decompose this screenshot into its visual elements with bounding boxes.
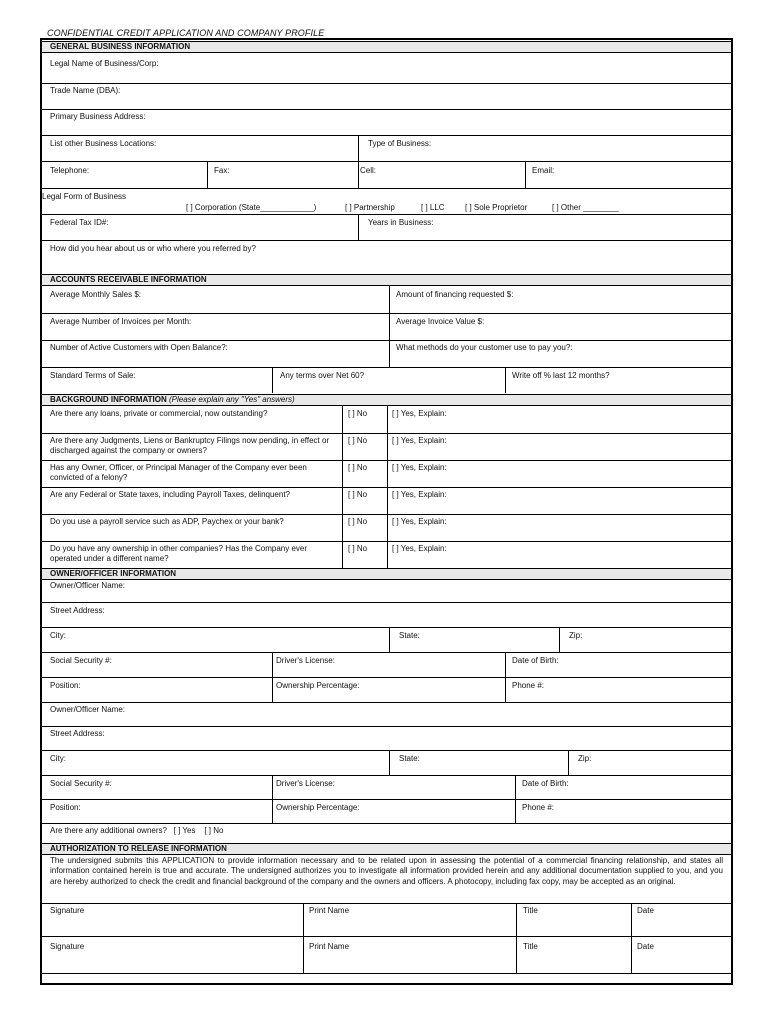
additional-owners-no-checkbox[interactable]: [ ] No xyxy=(204,826,224,835)
background-header-title: BACKGROUND INFORMATION xyxy=(50,395,167,404)
background-header-note: (Please explain any "Yes" answers) xyxy=(168,395,295,404)
divider xyxy=(42,487,731,488)
avg-invoices-label: Average Number of Invoices per Month: xyxy=(50,317,192,326)
phone-label: Phone #: xyxy=(512,681,545,690)
yes-checkbox[interactable]: [ ] Yes, Explain: xyxy=(392,463,447,472)
divider xyxy=(516,903,517,973)
zip-label: Zip: xyxy=(569,631,583,640)
divider xyxy=(505,367,506,393)
title-label: Title xyxy=(523,906,538,915)
active-customers-label: Number of Active Customers with Open Balance?: xyxy=(50,343,228,352)
divider xyxy=(42,775,731,776)
date-of-birth-label: Date of Birth: xyxy=(512,656,559,665)
other-option[interactable]: [ ] Other ________ xyxy=(552,203,619,212)
federal-tax-label: Federal Tax ID#: xyxy=(50,218,109,227)
divider xyxy=(207,161,208,188)
yes-checkbox[interactable]: [ ] Yes, Explain: xyxy=(392,409,447,418)
divider xyxy=(42,340,731,341)
background-question: Are any Federal or State taxes, including Payroll Taxes, delinquent? xyxy=(50,490,290,499)
city-label: City: xyxy=(50,754,66,763)
state-label: State: xyxy=(399,754,420,763)
divider xyxy=(42,726,731,727)
street-address-label: Street Address: xyxy=(50,729,105,738)
divider xyxy=(525,161,526,188)
payment-methods-label: What methods do your customer use to pay you?: xyxy=(396,343,573,352)
divider xyxy=(42,823,731,824)
owner-name-label: Owner/Officer Name: xyxy=(50,581,125,590)
document-title: CONFIDENTIAL CREDIT APPLICATION AND COMPANY PROFILE xyxy=(47,28,325,38)
divider xyxy=(272,367,273,393)
street-address-label: Street Address: xyxy=(50,606,105,615)
corporation-option[interactable]: [ ] Corporation (State____________) xyxy=(186,203,317,212)
divider xyxy=(42,161,731,162)
divider xyxy=(358,161,359,188)
type-of-business-label: Type of Business: xyxy=(368,139,432,148)
credit-application-form xyxy=(40,38,733,985)
divider xyxy=(42,460,731,461)
divider xyxy=(568,750,569,775)
write-off-label: Write off % last 12 months? xyxy=(512,371,610,380)
no-checkbox[interactable]: [ ] No xyxy=(348,463,368,472)
divider xyxy=(42,240,731,241)
divider xyxy=(42,214,731,215)
divider xyxy=(42,541,731,542)
divider xyxy=(42,602,731,603)
financing-requested-label: Amount of financing requested $: xyxy=(396,290,514,299)
additional-owners-row xyxy=(50,826,223,836)
date-of-birth-label: Date of Birth: xyxy=(522,779,569,788)
fax-label: Fax: xyxy=(214,166,230,175)
divider xyxy=(42,514,731,515)
divider xyxy=(42,135,731,136)
no-checkbox[interactable]: [ ] No xyxy=(348,517,368,526)
divider xyxy=(42,936,731,937)
no-checkbox[interactable]: [ ] No xyxy=(348,436,368,445)
divider xyxy=(358,135,359,161)
date-label: Date xyxy=(637,942,654,951)
divider xyxy=(631,903,632,973)
background-question: Are there any loans, private or commercial, now outstanding? xyxy=(50,409,268,418)
drivers-license-label: Driver's License: xyxy=(276,779,335,788)
email-label: Email: xyxy=(532,166,555,175)
background-question: Do you have any ownership in other companies? Has the Company ever operated under a different name? xyxy=(50,544,308,563)
divider xyxy=(42,702,731,703)
ownership-percentage-label: Ownership Percentage: xyxy=(276,803,360,812)
position-label: Position: xyxy=(50,803,81,812)
section-header-general: GENERAL BUSINESS INFORMATION xyxy=(42,41,731,53)
print-name-label: Print Name xyxy=(309,942,350,951)
city-label: City: xyxy=(50,631,66,640)
additional-owners-yes-checkbox[interactable]: [ ] Yes xyxy=(173,826,196,835)
trade-name-label: Trade Name (DBA): xyxy=(50,86,121,95)
section-header-owner: OWNER/OFFICER INFORMATION xyxy=(42,568,731,580)
divider xyxy=(42,83,731,84)
no-checkbox[interactable]: [ ] No xyxy=(348,544,368,553)
divider xyxy=(303,903,304,973)
signature-label: Signature xyxy=(50,942,85,951)
llc-option[interactable]: [ ] LLC xyxy=(421,203,445,212)
state-label: State: xyxy=(399,631,420,640)
phone-label: Phone #: xyxy=(522,803,555,812)
section-header-accounts-receivable: ACCOUNTS RECEIVABLE INFORMATION xyxy=(42,274,731,286)
divider xyxy=(358,214,359,240)
background-question: Do you use a payroll service such as ADP, Paychex or your bank? xyxy=(50,517,284,526)
standard-terms-label: Standard Terms of Sale: xyxy=(50,371,136,380)
position-label: Position: xyxy=(50,681,81,690)
divider xyxy=(42,973,731,974)
signature-label: Signature xyxy=(50,906,85,915)
years-in-business-label: Years in Business: xyxy=(368,218,434,227)
divider xyxy=(559,627,560,652)
avg-invoice-value-label: Average Invoice Value $: xyxy=(396,317,485,326)
background-question: Are there any Judgments, Liens or Bankruptcy Filings now pending, in effect or discharged against the company or owners? xyxy=(50,436,330,455)
divider xyxy=(42,627,731,628)
divider xyxy=(42,313,731,314)
cell-label: Cell: xyxy=(360,166,377,175)
yes-checkbox[interactable]: [ ] Yes, Explain: xyxy=(392,517,447,526)
other-locations-label: List other Business Locations: xyxy=(50,139,157,148)
telephone-label: Telephone: xyxy=(50,166,90,175)
owner-name-label: Owner/Officer Name: xyxy=(50,705,125,714)
section-header-background xyxy=(42,394,731,406)
drivers-license-label: Driver's License: xyxy=(276,656,335,665)
divider xyxy=(42,677,731,678)
legal-form-label: Legal Form of Business xyxy=(42,192,127,201)
divider xyxy=(42,367,731,368)
how-heard-label: How did you hear about us or who where you referred by? xyxy=(50,244,256,253)
divider xyxy=(389,750,390,775)
yes-checkbox[interactable]: [ ] Yes, Explain: xyxy=(392,436,447,445)
divider xyxy=(42,903,731,904)
divider xyxy=(389,286,390,367)
authorization-statement: The undersigned submits this APPLICATION to provide information necessary and to be related upon in assessing the potential of a commercial financing relationship, and states all information contained herein is true and accurate. The undersigned authorizes you to investigate all information provided herein and any additional documentation supplied to you, and you are hereby authorized to check the credit and financial background of the company and the owners and officers. A photocopy, including fax copy, may be accepted as an original. xyxy=(50,856,723,886)
additional-owners-label: Are there any additional owners? xyxy=(50,826,167,835)
ownership-percentage-label: Ownership Percentage: xyxy=(276,681,360,690)
divider xyxy=(42,433,731,434)
date-label: Date xyxy=(637,906,654,915)
partnership-option[interactable]: [ ] Partnership xyxy=(345,203,395,212)
zip-label: Zip: xyxy=(578,754,592,763)
divider xyxy=(42,652,731,653)
legal-name-label: Legal Name of Business/Corp: xyxy=(50,59,159,68)
print-name-label: Print Name xyxy=(309,906,350,915)
background-question: Has any Owner, Officer, or Principal Manager of the Company ever been convicted of a felony? xyxy=(50,463,307,482)
terms-net60-label: Any terms over Net 60? xyxy=(280,371,365,380)
title-label: Title xyxy=(523,942,538,951)
divider xyxy=(42,109,731,110)
divider xyxy=(389,627,390,652)
yes-checkbox[interactable]: [ ] Yes, Explain: xyxy=(392,490,447,499)
divider xyxy=(42,188,731,189)
avg-monthly-sales-label: Average Monthly Sales $: xyxy=(50,290,142,299)
yes-checkbox[interactable]: [ ] Yes, Explain: xyxy=(392,544,447,553)
section-header-authorization: AUTHORIZATION TO RELEASE INFORMATION xyxy=(42,843,731,855)
no-checkbox[interactable]: [ ] No xyxy=(348,409,368,418)
no-checkbox[interactable]: [ ] No xyxy=(348,490,368,499)
ssn-label: Social Security #: xyxy=(50,779,112,788)
primary-address-label: Primary Business Address: xyxy=(50,112,146,121)
divider xyxy=(42,799,731,800)
divider xyxy=(42,750,731,751)
ssn-label: Social Security #: xyxy=(50,656,112,665)
sole-proprietor-option[interactable]: [ ] Sole Proprietor xyxy=(465,203,528,212)
